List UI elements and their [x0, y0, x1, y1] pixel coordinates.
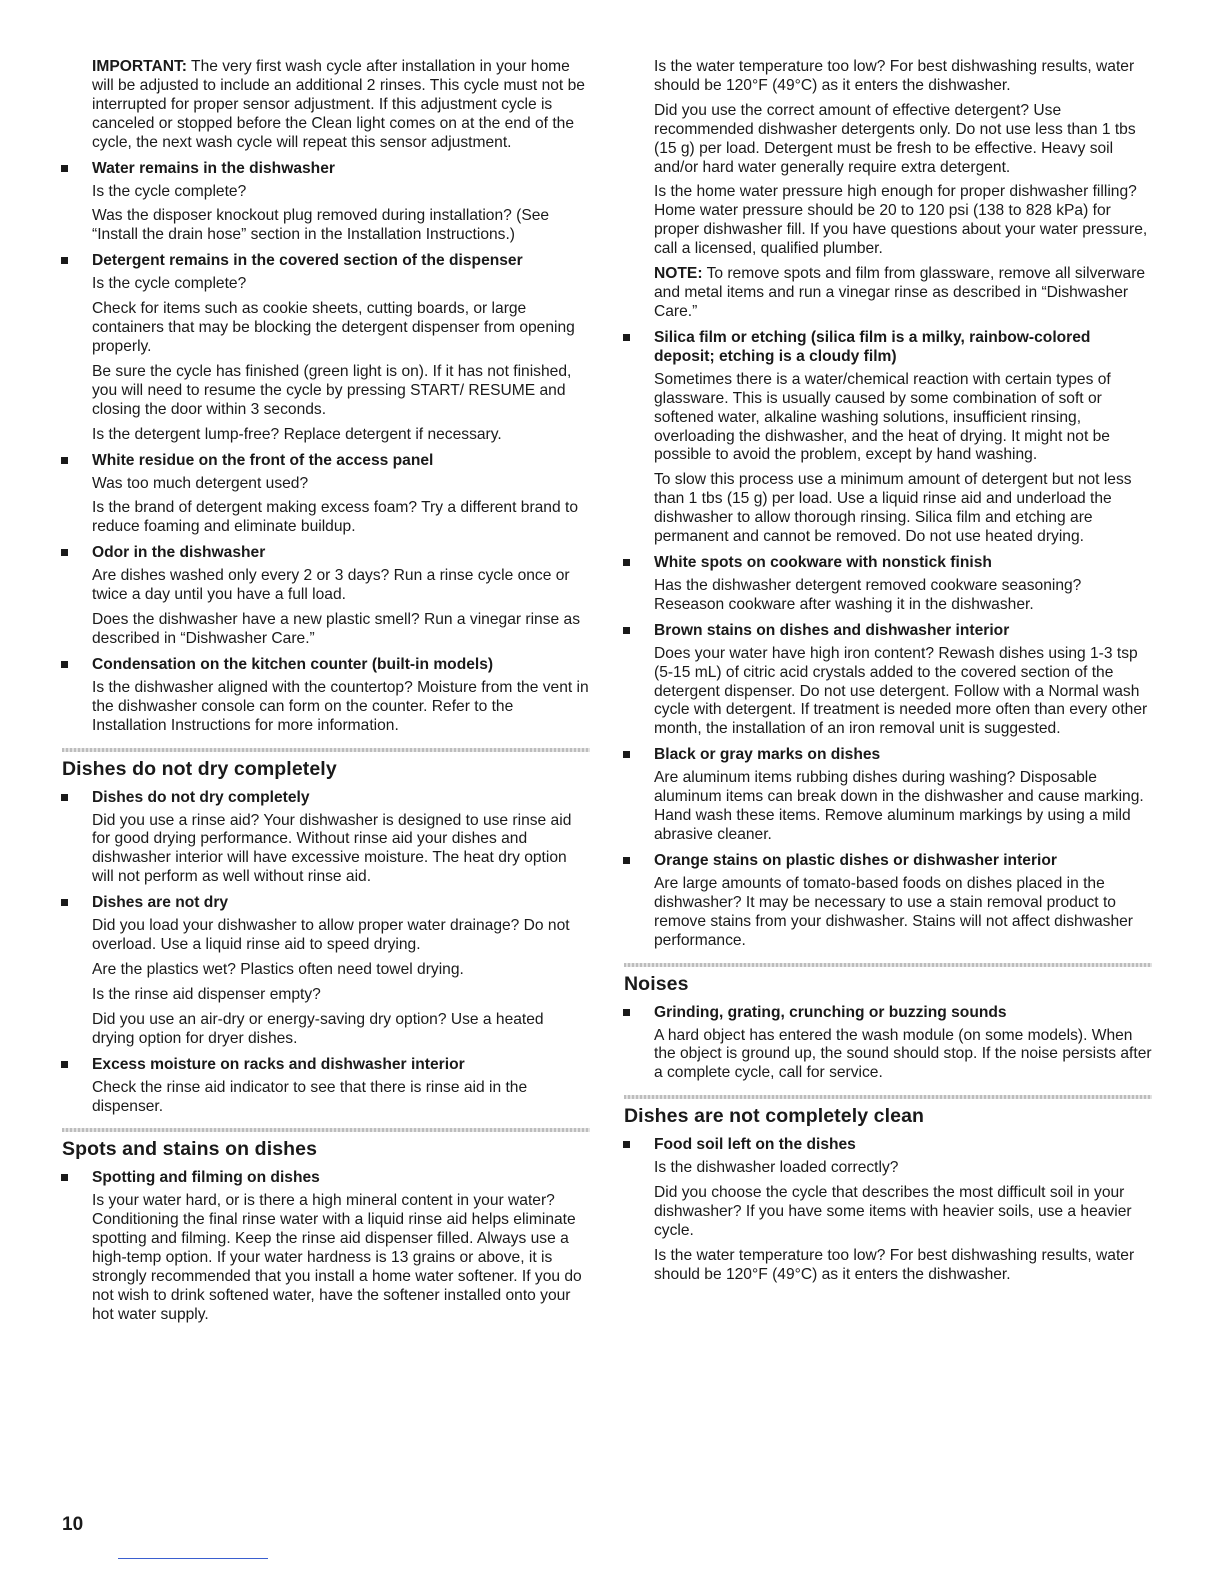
important-note — [62, 58, 590, 153]
issue-item — [62, 451, 590, 538]
issue-heading: Food soil left on the dishes — [654, 1135, 1152, 1154]
issue-paragraph: Is the cycle complete? — [92, 182, 247, 200]
issue-heading: Odor in the dishwasher — [92, 543, 590, 562]
issue-item — [624, 553, 1152, 615]
spots-issue-list — [62, 1168, 590, 1324]
issue-heading: Detergent remains in the covered section of the dispenser — [92, 251, 590, 270]
issue-item — [624, 328, 1152, 547]
section-divider — [624, 1095, 1152, 1099]
issue-paragraph: Was too much detergent used? — [92, 474, 309, 492]
issue-paragraph: Did you use an air-dry or energy-saving dry option? Use a heated drying option for dryer dishes. — [92, 1010, 544, 1047]
issue-item — [62, 1055, 590, 1117]
issue-paragraph: Does the dishwasher have a new plastic smell? Run a vinegar rinse as described in “Dishwasher Care.” — [92, 611, 580, 647]
section-title-spots: Spots and stains on dishes — [62, 1138, 318, 1161]
section-divider — [62, 748, 590, 752]
issue-paragraph: Is the rinse aid dispenser empty? — [92, 985, 321, 1003]
lead-paragraph: Did you use the correct amount of effective detergent? Use recommended dishwasher detergents only. Do not use less than 1 tbs (15 g) per load. Detergent must be fresh to be effective. Heavy soil and/or hard water generally require extra detergent. — [654, 101, 1136, 176]
section-divider — [624, 963, 1152, 967]
issue-paragraph: Is your water hard, or is there a high mineral content in your water? Conditioning the final rinse water with a liquid rinse aid helps eliminate spotting and filming. Keep the rinse aid dispenser filled. Always use a high-temp option. If your water hardness is 13 grains or above, it is strongly recommended that you install a home water softener. If you do not wish to drink softened water, have the softener installed onto your hot water supply. — [92, 1192, 582, 1323]
page-number: 10 — [62, 1514, 84, 1535]
issue-heading: Excess moisture on racks and dishwasher interior — [92, 1055, 590, 1074]
note-text: To remove spots and film from glassware, remove all silverware and metal items and run a vinegar rinse as described in “Dishwasher Care.” — [654, 265, 1146, 320]
note-paragraph — [654, 265, 1152, 322]
issue-heading: White spots on cookware with nonstick finish — [654, 553, 1152, 572]
issue-item — [624, 1135, 1152, 1284]
issue-paragraph: Did you use a rinse aid? Your dishwasher is designed to use rinse aid for good drying performance. Without rinse aid your dishes and dishwasher interior will have excessive moisture. The heat dry option will not perform as well without rinse aid. — [92, 811, 572, 886]
lead-paragraph: Is the water temperature too low? For best dishwashing results, water should be 120°F (49°C) as it enters the dishwasher. — [654, 58, 1135, 94]
issue-paragraph: Are aluminum items rubbing dishes during washing? Disposable aluminum items can break down in the dishwasher and cause marking. Hand wash these items. Remove aluminum markings by using a mild abrasive cleaner. — [654, 769, 1144, 843]
issue-heading: Brown stains on dishes and dishwasher interior — [654, 621, 1152, 640]
issue-paragraph: Does your water have high iron content? Rewash dishes using 1-3 tsp (5-15 mL) of citric acid crystals added to the covered section of the detergent dispenser. Do not use detergent. Follow with a Normal wash cycle with detergent. If treatment is needed more often than every other month, the installation of an iron removal unit is suggested. — [654, 644, 1148, 738]
right-column — [624, 58, 1152, 1291]
right-lead — [624, 58, 1152, 322]
issue-paragraph: Is the brand of detergent making excess foam? Try a different brand to reduce foaming and eliminate buildup. — [92, 499, 578, 536]
issue-paragraph: Be sure the cycle has finished (green light is on). If it has not finished, you will need to resume the cycle by pressing START/ RESUME and closing the door within 3 seconds. — [92, 362, 572, 418]
issue-item — [62, 1168, 590, 1324]
issue-paragraph: Check the rinse aid indicator to see that there is rinse aid in the dispenser. — [92, 1078, 528, 1115]
issue-item — [62, 251, 590, 444]
section-title-noises: Noises — [624, 972, 689, 995]
lead-paragraph: Is the home water pressure high enough for proper dishwasher filling? Home water pressure should be 20 to 120 psi (138 to 828 kPa) for proper dishwasher fill. If you have questions about your water pressure, call a licensed, qualified plumber. — [654, 183, 1148, 258]
issue-paragraph: Is the water temperature too low? For best dishwashing results, water should be 120°F (49°C) as it enters the dishwasher. — [654, 1246, 1135, 1283]
left-column — [62, 58, 590, 1331]
noises-issue-list — [624, 1003, 1152, 1084]
issue-heading: Dishes are not dry — [92, 893, 590, 912]
note-label: NOTE: — [654, 265, 703, 283]
issue-paragraph: To slow this process use a minimum amount of detergent but not less than 1 tbs (15 g) per load. Use a liquid rinse aid and underload the dishwasher to allow thorough rinsing. Silica film and etching are permanent and cannot be removed. Do not use heated drying. — [654, 471, 1132, 546]
section-title-dry: Dishes do not dry completely — [62, 757, 337, 780]
issue-heading: Water remains in the dishwasher — [92, 159, 590, 178]
issue-paragraph: A hard object has entered the wash module (on some models). When the object is ground up, the sound should stop. If the noise persists after a complete cycle, call for service. — [654, 1026, 1152, 1082]
issue-heading: White residue on the front of the access panel — [92, 451, 590, 470]
issue-paragraph: Sometimes there is a water/chemical reaction with certain types of glassware. This is usually caused by some combination of soft or softened water, alkaline washing solutions, insufficient rinsing, overloading the dishwasher, and the heat of drying. It might not be possible to avoid the problem, except by hand washing. — [654, 370, 1111, 464]
right-issue-list — [624, 328, 1152, 951]
issue-heading: Black or gray marks on dishes — [654, 745, 1152, 764]
issue-paragraph: Are the plastics wet? Plastics often need towel drying. — [92, 961, 464, 978]
section-divider — [62, 1128, 590, 1132]
issue-paragraph: Has the dishwasher detergent removed cookware seasoning? Reseason cookware after washing it in the dishwasher. — [654, 576, 1082, 613]
issue-paragraph: Was the disposer knockout plug removed during installation? (See “Install the drain hose” section in the Installation Instructions.) — [92, 207, 550, 244]
issue-item — [62, 788, 590, 888]
clean-issue-list — [624, 1135, 1152, 1284]
left-issue-list — [62, 159, 590, 736]
issue-paragraph: Is the dishwasher aligned with the countertop? Moisture from the vent in the dishwasher console can form on the counter. Refer to the Installation Instructions for more information. — [92, 678, 589, 734]
issue-paragraph: Are large amounts of tomato-based foods on dishes placed in the dishwasher? It may be necessary to use a stain removal product to remove stains from your dishwasher. Stains will not affect dishwasher performance. — [654, 874, 1133, 949]
footer-link-line — [118, 1558, 268, 1559]
issue-heading: Silica film or etching (silica film is a milky, rainbow-colored deposit; etching is a cloudy film) — [654, 328, 1152, 366]
issue-item — [624, 851, 1152, 951]
issue-item — [62, 893, 590, 1048]
issue-paragraph: Is the dishwasher loaded correctly? — [654, 1159, 899, 1177]
issue-heading: Spotting and filming on dishes — [92, 1168, 590, 1187]
issue-heading: Orange stains on plastic dishes or dishwasher interior — [654, 851, 1152, 870]
issue-heading: Condensation on the kitchen counter (built-in models) — [92, 655, 590, 674]
dry-issue-list — [62, 788, 590, 1117]
section-title-clean: Dishes are not completely clean — [624, 1105, 925, 1128]
issue-paragraph: Is the detergent lump-free? Replace detergent if necessary. — [92, 425, 502, 443]
important-text: The very first wash cycle after installation in your home will be adjusted to include an additional 2 rinses. This cycle must not be interrupted for proper sensor adjustment. If this adjustment cycle is canceled or stopped before the Clean light comes on at the end of the cycle, the next wash cycle will repeat this sensor adjustment. — [92, 58, 585, 151]
issue-paragraph: Is the cycle complete? — [92, 275, 247, 293]
issue-paragraph: Did you choose the cycle that describes the most difficult soil in your dishwasher? If you have some items with heavier soils, use a heavier cycle. — [654, 1184, 1132, 1239]
issue-item — [62, 159, 590, 246]
issue-item — [624, 1003, 1152, 1084]
issue-item — [624, 745, 1152, 845]
important-label: IMPORTANT: — [92, 58, 187, 75]
issue-paragraph: Did you load your dishwasher to allow proper water drainage? Do not overload. Use a liquid rinse aid to speed drying. — [92, 917, 570, 954]
issue-paragraph: Check for items such as cookie sheets, cutting boards, or large containers that may be blocking the detergent dispenser from opening properly. — [92, 300, 575, 355]
issue-item — [62, 543, 590, 649]
issue-heading: Dishes do not dry completely — [92, 788, 590, 807]
issue-item — [62, 655, 590, 736]
issue-heading: Grinding, grating, crunching or buzzing sounds — [654, 1003, 1152, 1022]
issue-item — [624, 621, 1152, 740]
issue-paragraph: Are dishes washed only every 2 or 3 days? Run a rinse cycle once or twice a day until you have a full load. — [92, 567, 570, 604]
